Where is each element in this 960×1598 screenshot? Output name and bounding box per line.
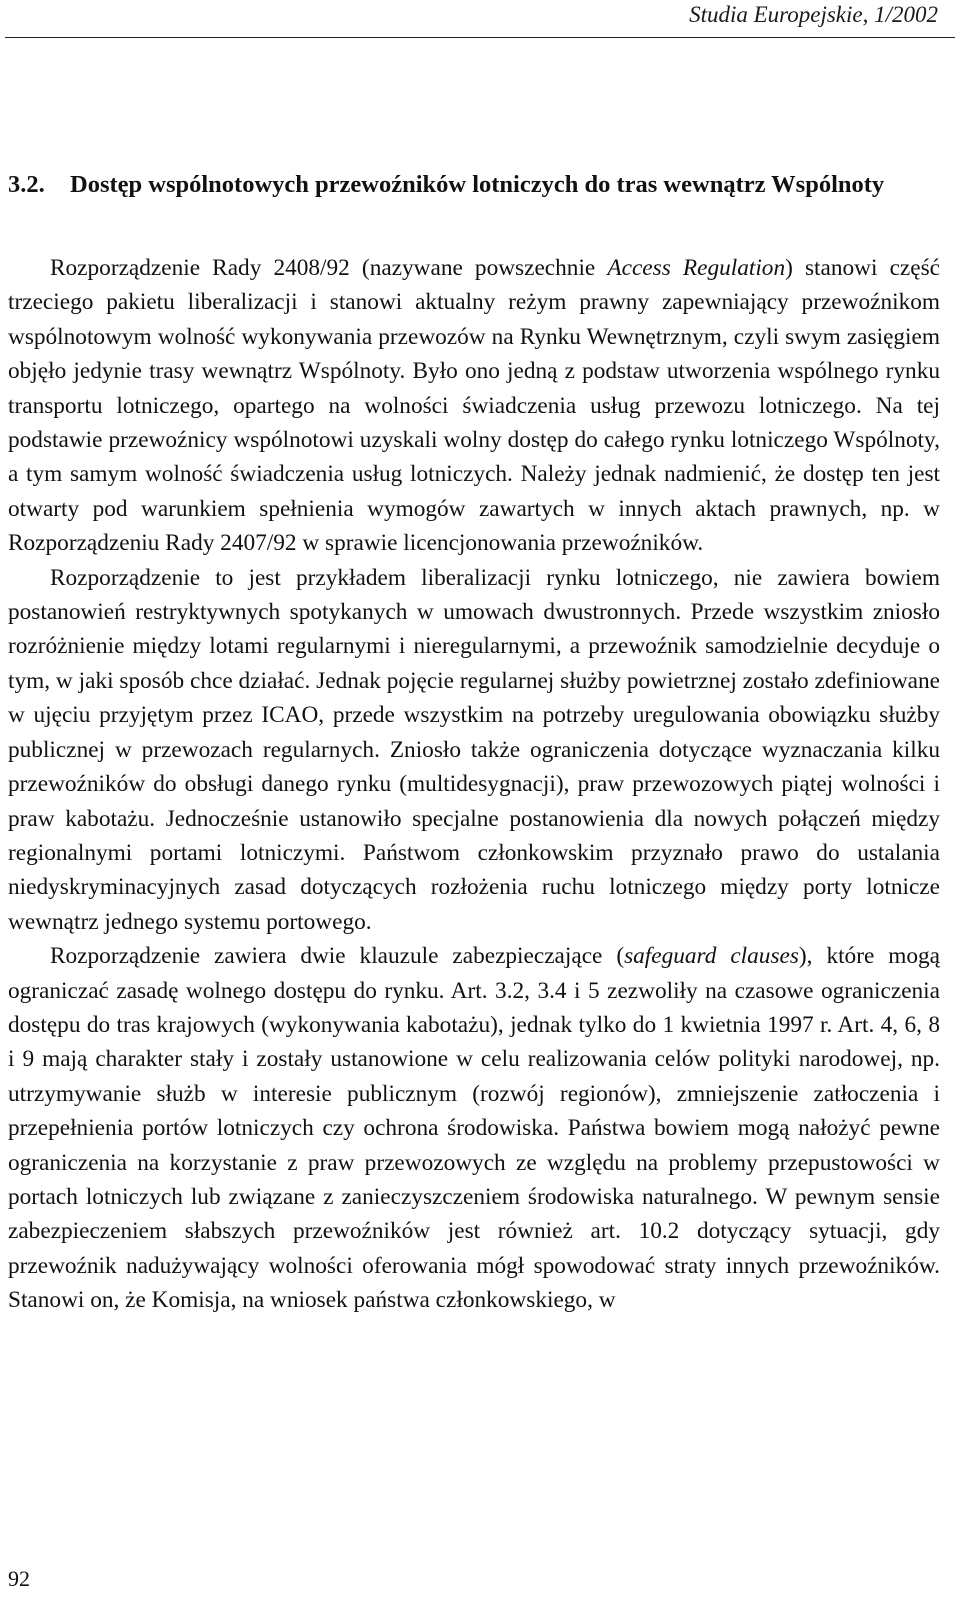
section-heading: [8, 168, 940, 201]
paragraph-3-text-b: ), które mogą ograniczać zasadę wolnego dostępu do rynku. Art. 3.2, 3.4 i 5 zezwoliły na czasowe ograniczenia dostępu do tras krajowych (wykonywania kabotażu), jednak tylko do 1 kwietnia 1997 r. Art. 4, 6, 8 i 9 mają charakter stały i zostały ustanowione w celu realizowania celów polityki narodowej, np. utrzymywanie służb w interesie publicznym (rozwój regionów), zmniejszenie zatłoczenia i przepełnienia portów lotniczych czy ochrona środowiska. Państwa bowiem mogą nałożyć pewne ograniczenia na korzystanie z praw przewozowych ze względu na problemy przepustowości w portach lotniczych lub związane z zanieczyszczeniem środowiska naturalnego. W pewnym sensie zabezpieczeniem słabszych przewoźników jest również art. 10.2 dotyczący sytuacji, gdy przewoźnik nadużywający wolności oferowania mógł spowodować straty innych przewoźników. Stanowi on, że Komisja, na wniosek państwa członkowskiego, w: [8, 943, 940, 1314]
header-rule: [5, 37, 955, 38]
paragraph-1-text-b: ) stanowi część trzeciego pakietu liberalizacji i stanowi aktualny reżym prawny zapewniający przewoźnikom wspólnotowym wolność wykonywania przewozów na Rynku Wewnętrznym, czyli swym zasięgiem objęło jedynie trasy wewnątrz Wspólnoty. Było ono jedną z podstaw utworzenia wspólnego rynku transportu lotniczego, opartego na wolności świadczenia usług przewozu lotniczego. Na tej podstawie przewoźnicy wspólnotowi uzyskali wolny dostęp do całego rynku lotniczego Wspólnoty, a tym samym wolność świadczenia usług lotniczych. Należy jednak nadmienić, że dostęp ten jest otwarty pod warunkiem spełnienia wymogów zawartych w innych aktach prawnych, np. w Rozporządzeniu Rady 2407/92 w sprawie licencjonowania przewoźników.: [8, 255, 940, 557]
paragraph-1: [8, 251, 940, 561]
section-title: Dostęp wspólnotowych przewoźników lotniczych do tras wewnątrz Wspólnoty: [70, 171, 885, 198]
section-number: 3.2.: [8, 171, 45, 198]
page-number: 92: [8, 1566, 30, 1591]
paragraph-3-italic: safeguard clauses: [624, 943, 799, 970]
running-header: Studia Europejskie, 1/2002: [689, 2, 938, 27]
body-text: [8, 251, 940, 1318]
paragraph-3: [8, 939, 940, 1317]
paragraph-2: [8, 561, 940, 939]
paragraph-3-text-a: Rozporządzenie zawiera dwie klauzule zabezpieczające (: [50, 943, 625, 970]
paragraph-1-italic: Access Regulation: [607, 255, 786, 281]
paragraph-1-text-a: Rozporządzenie Rady 2408/92 (nazywane powszechnie: [50, 255, 608, 281]
paragraph-2-text: Rozporządzenie to jest przykładem liberalizacji rynku lotniczego, nie zawiera bowiem postanowień restryktywnych spotykanych w umowach dwustronnych. Przede wszystkim zniosło rozróżnienie między lotami regularnymi i nieregularnymi, a przewoźnik samodzielnie decyduje o tym, w jaki sposób chce działać. Jednak pojęcie regularnej służby powietrznej zostało zdefiniowane w ujęciu przyjętym przez ICAO, przede wszystkim na potrzeby uregulowania obowiązku służby publicznej w przewozach regularnych. Zniosło także ograniczenia dotyczące wyznaczania kilku przewoźników do obsługi danego rynku (multidesygnacji), praw przewozowych piątej wolności i praw kabotażu. Jednocześnie ustanowiło specjalne postanowienia dla nowych połączeń między regionalnymi portami lotniczymi. Państwom członkowskim przyznało prawo do ustalania niedyskryminacyjnych zasad dotyczących rozłożenia ruchu lotniczego między porty lotnicze wewnątrz jednego systemu portowego.: [8, 564, 940, 935]
